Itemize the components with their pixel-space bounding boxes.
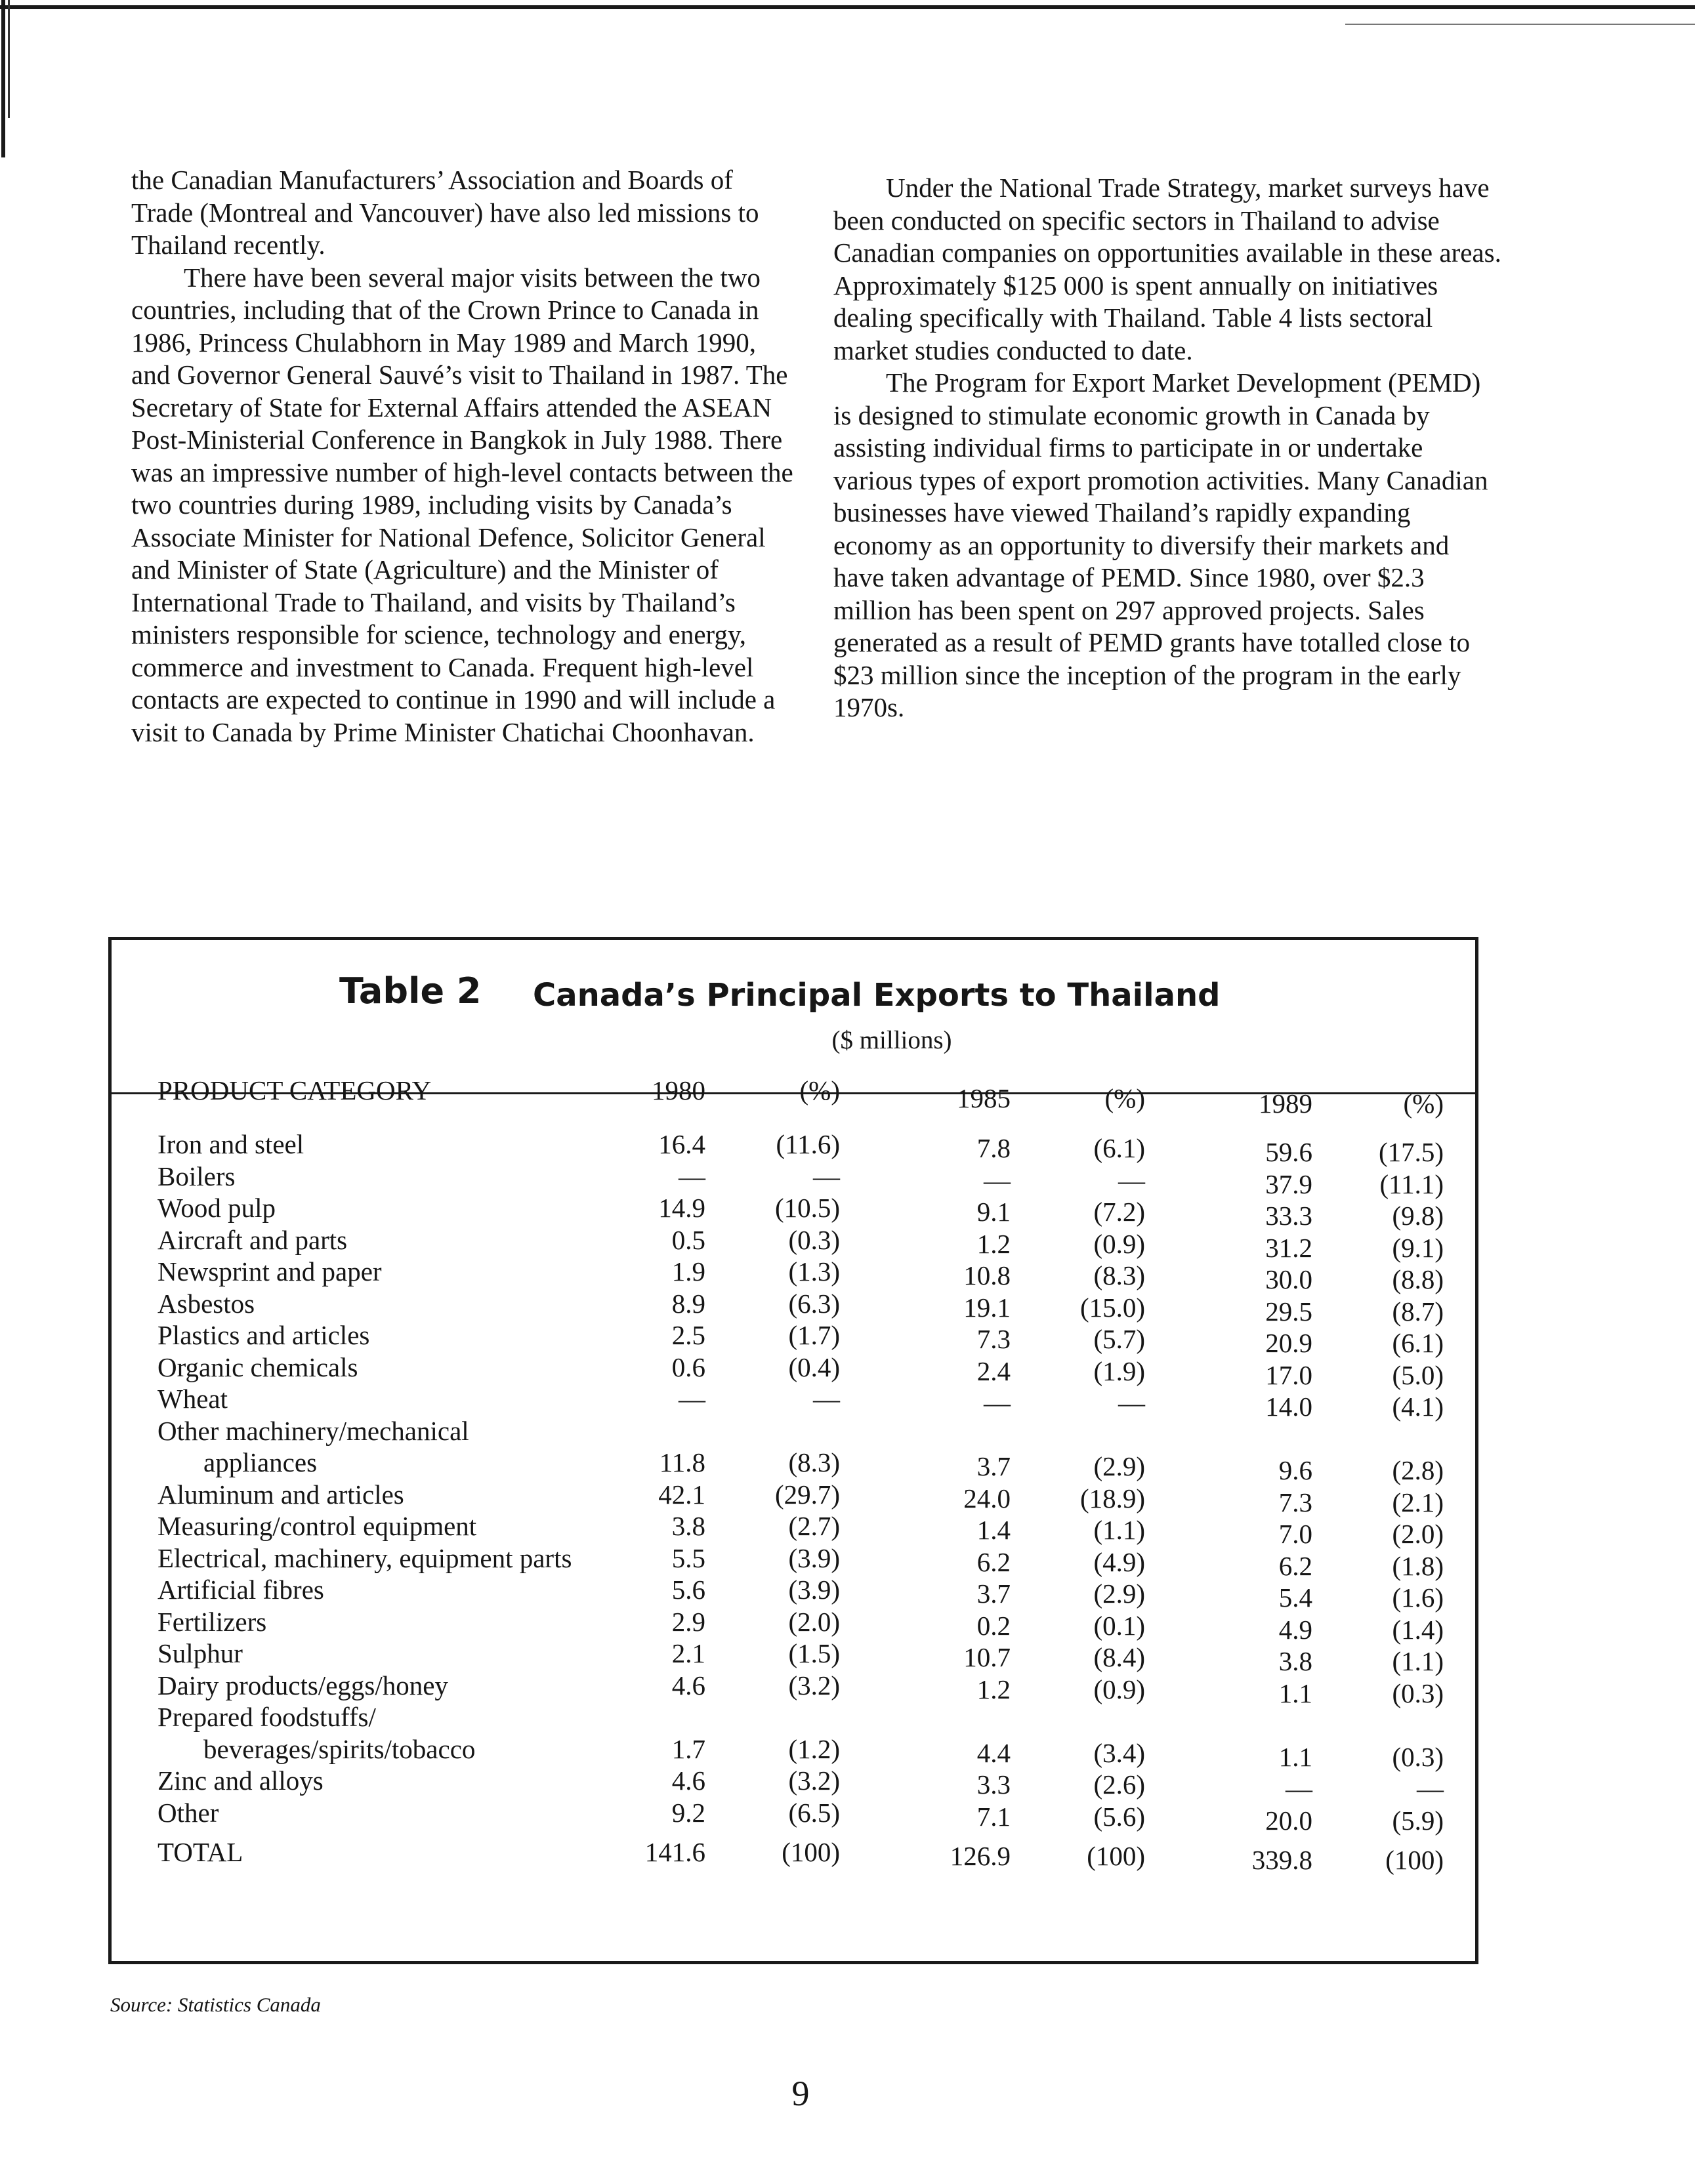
row-v1980: 141.6: [644, 1837, 705, 1867]
row-p1989: (11.1): [1379, 1168, 1444, 1199]
row-p1989: (1.6): [1392, 1582, 1444, 1613]
row-v1989: 1.1: [1278, 1741, 1312, 1772]
row-p1989: (2.0): [1392, 1519, 1444, 1549]
row-v1980: 9.2: [671, 1797, 705, 1828]
row-v1989: 20.0: [1265, 1805, 1312, 1836]
row-p1980: (1.2): [788, 1733, 840, 1764]
row-v1985: 7.8: [976, 1133, 1011, 1163]
row-v1989: 30.0: [1265, 1264, 1312, 1294]
row-category: Boilers: [157, 1161, 236, 1191]
row-v1980: 3.8: [671, 1511, 705, 1541]
row-category: Other machinery/mechanical: [157, 1415, 469, 1446]
row-category: Prepared foodstuffs/: [157, 1702, 376, 1732]
row-p1989: (0.3): [1392, 1741, 1444, 1772]
row-p1985: (1.1): [1093, 1515, 1145, 1545]
row-category: Fertilizers: [157, 1606, 267, 1637]
left-column: [131, 164, 794, 749]
row-p1985: (6.1): [1093, 1133, 1145, 1163]
row-p1985: (100): [1087, 1841, 1145, 1871]
row-v1980: 2.9: [671, 1606, 705, 1637]
source-note: Source: Statistics Canada: [110, 1993, 321, 2016]
row-p1989: (1.4): [1392, 1614, 1444, 1645]
row-p1980: (3.2): [788, 1670, 840, 1700]
row-p1980: (29.7): [774, 1479, 840, 1510]
row-v1989: 339.8: [1251, 1845, 1312, 1875]
row-category: Dairy products/eggs/honey: [157, 1670, 448, 1700]
row-p1980: (1.7): [788, 1320, 840, 1350]
row-p1989: (4.1): [1392, 1391, 1444, 1422]
row-v1985: 4.4: [976, 1737, 1011, 1768]
row-category: Sulphur: [157, 1638, 243, 1668]
row-v1985: 3.3: [976, 1769, 1011, 1800]
row-p1985: (2.9): [1093, 1451, 1145, 1481]
scan-edge-top: [0, 5, 1695, 9]
row-p1989: (9.1): [1392, 1232, 1444, 1263]
row-p1989: (5.9): [1392, 1805, 1444, 1836]
row-category: Plastics and articles: [157, 1320, 370, 1350]
row-v1989: 1.1: [1278, 1678, 1312, 1708]
row-v1980: 2.1: [671, 1638, 705, 1668]
left-paragraph-1: the Canadian Manufacturers’ Association and Boards of Trade (Montreal and Vancouver) have also led missions to Thailand recently.: [131, 165, 759, 260]
row-p1989: (1.1): [1392, 1646, 1444, 1676]
table-number: Table 2: [339, 970, 482, 1012]
row-p1985: (18.9): [1079, 1483, 1145, 1514]
header-category: PRODUCT CATEGORY: [157, 1075, 432, 1105]
row-p1989: (100): [1385, 1845, 1444, 1875]
row-p1980: —: [813, 1384, 840, 1414]
row-v1980: 16.4: [658, 1129, 705, 1159]
row-p1985: —: [1118, 1388, 1145, 1418]
row-p1989: (8.7): [1392, 1296, 1444, 1327]
row-v1989: 20.9: [1265, 1328, 1312, 1358]
row-v1980: —: [679, 1384, 705, 1414]
right-column: [833, 172, 1503, 724]
row-p1980: (3.2): [788, 1765, 840, 1796]
row-v1989: 7.3: [1278, 1487, 1312, 1517]
row-p1980: (3.9): [788, 1542, 840, 1573]
row-v1989: 33.3: [1265, 1201, 1312, 1231]
row-v1985: 7.3: [976, 1324, 1011, 1354]
row-v1980: 5.5: [671, 1542, 705, 1573]
row-p1985: (15.0): [1079, 1292, 1145, 1323]
row-v1980: 0.5: [671, 1224, 705, 1255]
row-p1980: (100): [782, 1837, 840, 1867]
header-1989-pct: (%): [1403, 1088, 1444, 1119]
row-v1985: 24.0: [963, 1483, 1011, 1514]
row-v1989: 4.9: [1278, 1614, 1312, 1645]
header-1980: 1980: [652, 1075, 705, 1105]
row-v1985: 7.1: [976, 1801, 1011, 1832]
row-p1980: (0.4): [788, 1351, 840, 1382]
row-v1985: 1.2: [976, 1228, 1011, 1259]
row-p1985: (0.9): [1093, 1228, 1145, 1259]
row-v1985: 1.4: [976, 1515, 1011, 1545]
table-title: Canada’s Principal Exports to Thailand: [533, 977, 1221, 1014]
row-category: Organic chemicals: [157, 1351, 358, 1382]
row-p1985: (5.6): [1093, 1801, 1145, 1832]
row-p1980: —: [813, 1161, 840, 1191]
row-p1980: (10.5): [774, 1193, 840, 1223]
row-v1985: 1.2: [976, 1674, 1011, 1704]
row-category: Electrical, machinery, equipment parts: [157, 1542, 572, 1573]
row-v1989: 17.0: [1265, 1359, 1312, 1390]
row-p1989: (2.8): [1392, 1455, 1444, 1485]
row-category: Aluminum and articles: [157, 1479, 404, 1510]
row-v1985: 6.2: [976, 1546, 1011, 1577]
row-v1985: 0.2: [976, 1610, 1011, 1641]
row-v1989: 37.9: [1265, 1168, 1312, 1199]
row-p1985: (7.2): [1093, 1197, 1145, 1227]
row-category: Artificial fibres: [157, 1575, 324, 1605]
row-v1980: 5.6: [671, 1575, 705, 1605]
scan-edge-left: [1, 0, 5, 157]
row-v1980: 4.6: [671, 1765, 705, 1796]
table-header: [112, 940, 1475, 1094]
row-v1989: 3.8: [1278, 1646, 1312, 1676]
row-v1989: 29.5: [1265, 1296, 1312, 1327]
row-v1980: 14.9: [658, 1193, 705, 1223]
row-p1989: —: [1417, 1773, 1444, 1803]
row-category: Iron and steel: [157, 1129, 304, 1159]
right-paragraph-2: The Program for Export Market Development (PEMD) is designed to stimulate economic growth in Canada by assisting individual firms to participate in or undertake various types of export promotion activities. Many Canadian businesses have viewed Thailand’s rapidly expanding economy as an opportunity to diversify their markets and have taken advantage of PEMD. Since 1980, over $2.3 million has been spent on 297 approved projects. Sales generated as a result of PEMD grants have totalled close to $23 million since the inception of the program in the early 1970s.: [833, 367, 1488, 722]
table-units: ($ millions): [831, 1026, 952, 1054]
header-1989: 1989: [1259, 1088, 1312, 1119]
row-v1985: 3.7: [976, 1578, 1011, 1609]
left-paragraph-2: There have been several major visits between the two countries, including that of the Crown Prince to Canada in 1986, Princess Chulabhorn in May 1989 and March 1990, and Governor General Sauvé’s visit to Thailand in 1987. The Secretary of State for External Affairs attended the ASEAN Post-Ministerial Conference in Bangkok in July 1988. There was an impressive number of high-level contacts between the two countries during 1989, including visits by Canada’s Associate Minister for National Defence, Solicitor General and Minister of State (Agriculture) and the Minister of International Trade to Thailand, and visits by Thailand’s ministers responsible for science, technology and energy, commerce and investment to Canada. Frequent high-level contacts are expected to continue in 1990 and will include a visit to Canada by Prime Minister Chatichai Choonhavan.: [131, 262, 793, 747]
row-category: TOTAL: [157, 1837, 243, 1867]
scan-edge-left-thin: [8, 0, 10, 118]
row-v1985: —: [984, 1164, 1011, 1195]
row-p1989: (6.1): [1392, 1328, 1444, 1358]
row-p1989: (5.0): [1392, 1359, 1444, 1390]
row-v1989: 9.6: [1278, 1455, 1312, 1485]
row-p1980: (1.5): [788, 1638, 840, 1668]
row-p1985: (0.1): [1093, 1610, 1145, 1641]
row-v1989: 31.2: [1265, 1232, 1312, 1263]
row-category: Other: [157, 1797, 219, 1828]
row-p1980: (0.3): [788, 1224, 840, 1255]
row-category-continued: beverages/spirits/tobacco: [203, 1733, 476, 1764]
row-p1985: (2.9): [1093, 1578, 1145, 1609]
row-p1980: (11.6): [776, 1129, 840, 1159]
row-category-continued: appliances: [203, 1447, 318, 1477]
row-v1985: 10.8: [963, 1260, 1011, 1290]
row-category: Asbestos: [157, 1288, 255, 1319]
row-p1985: (8.3): [1093, 1260, 1145, 1290]
row-p1980: (6.3): [788, 1288, 840, 1319]
row-v1985: 9.1: [976, 1197, 1011, 1227]
scan-edge-top-thin: [1345, 24, 1695, 25]
right-paragraph-1: Under the National Trade Strategy, market surveys have been conducted on specific sectors in Thailand to advise Canadian companies on opportunities available in these areas. Approximately $125 000 is spent annually on initiatives dealing specifically with Thailand. Table 4 lists sectoral market studies conducted to date.: [833, 173, 1501, 365]
row-v1980: 0.6: [671, 1351, 705, 1382]
header-1985: 1985: [957, 1083, 1011, 1113]
row-v1989: 14.0: [1265, 1391, 1312, 1422]
row-v1980: 4.6: [671, 1670, 705, 1700]
row-v1980: 1.9: [671, 1256, 705, 1287]
row-p1985: —: [1118, 1164, 1145, 1195]
row-v1985: 10.7: [963, 1642, 1011, 1672]
row-v1985: 2.4: [976, 1355, 1011, 1386]
row-v1985: 3.7: [976, 1451, 1011, 1481]
row-v1980: 1.7: [671, 1733, 705, 1764]
page-number: 9: [791, 2074, 810, 2113]
row-p1989: (1.8): [1392, 1550, 1444, 1581]
row-p1989: (0.3): [1392, 1678, 1444, 1708]
row-category: Newsprint and paper: [157, 1256, 382, 1287]
row-p1985: (2.6): [1093, 1769, 1145, 1800]
row-p1985: (4.9): [1093, 1546, 1145, 1577]
row-p1980: (2.7): [788, 1511, 840, 1541]
row-v1985: 19.1: [963, 1292, 1011, 1323]
row-v1980: 2.5: [671, 1320, 705, 1350]
row-v1989: —: [1286, 1773, 1312, 1803]
row-p1985: (8.4): [1093, 1642, 1145, 1672]
row-p1989: (2.1): [1392, 1487, 1444, 1517]
row-p1980: (8.3): [788, 1447, 840, 1477]
row-p1980: (2.0): [788, 1606, 840, 1637]
row-p1989: (17.5): [1378, 1137, 1444, 1167]
row-category: Aircraft and parts: [157, 1224, 348, 1255]
row-v1985: 126.9: [950, 1841, 1011, 1871]
row-p1980: (6.5): [788, 1797, 840, 1828]
row-p1980: (1.3): [788, 1256, 840, 1287]
row-category: Measuring/control equipment: [157, 1511, 477, 1541]
row-p1989: (9.8): [1392, 1201, 1444, 1231]
row-v1989: 59.6: [1265, 1137, 1312, 1167]
header-1985-pct: (%): [1104, 1083, 1145, 1113]
row-v1980: 11.8: [659, 1447, 705, 1477]
row-v1985: —: [984, 1388, 1011, 1418]
row-v1980: 42.1: [658, 1479, 705, 1510]
header-1980-pct: (%): [799, 1075, 840, 1105]
row-v1989: 5.4: [1278, 1582, 1312, 1613]
row-p1985: (1.9): [1093, 1355, 1145, 1386]
row-p1985: (5.7): [1093, 1324, 1145, 1354]
row-v1989: 7.0: [1278, 1519, 1312, 1549]
row-category: Zinc and alloys: [157, 1765, 324, 1796]
row-p1989: (8.8): [1392, 1264, 1444, 1294]
row-v1980: —: [679, 1161, 705, 1191]
row-v1989: 6.2: [1278, 1550, 1312, 1581]
row-category: Wood pulp: [157, 1193, 276, 1223]
row-p1980: (3.9): [788, 1575, 840, 1605]
row-p1985: (0.9): [1093, 1674, 1145, 1704]
row-category: Wheat: [157, 1384, 228, 1414]
row-p1985: (3.4): [1093, 1737, 1145, 1768]
exports-table: [108, 937, 1478, 1964]
row-v1980: 8.9: [671, 1288, 705, 1319]
